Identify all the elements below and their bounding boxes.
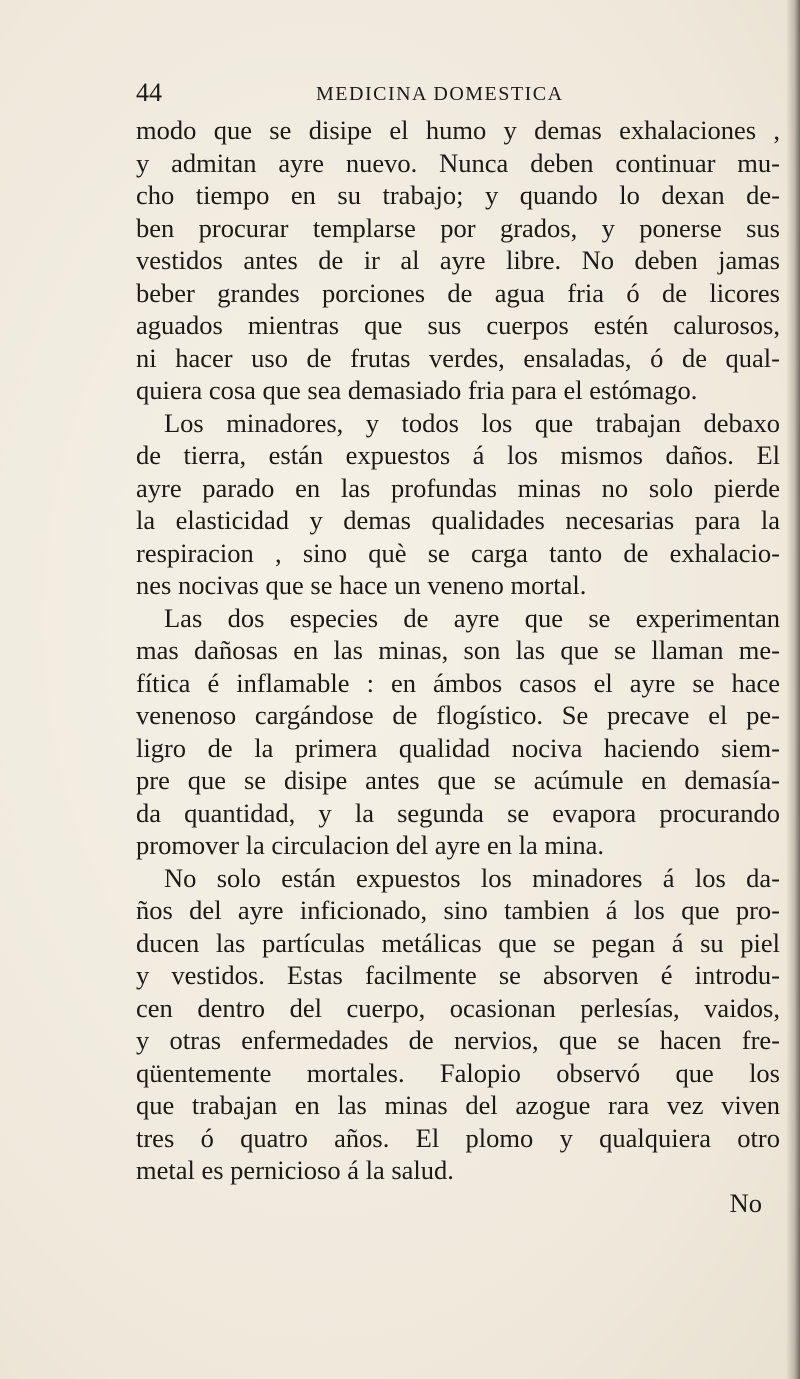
- text-line: beber grandes porciones de agua fria ó de licores: [136, 277, 780, 308]
- text-line: modo que se disipe el humo y demas exhalaciones ,: [136, 115, 780, 145]
- text-line: da quantidad, y la segunda se evapora procurando: [136, 797, 780, 828]
- text-line: y vestidos. Estas facilmente se absorven é introdu-: [136, 960, 780, 990]
- text-line: quiera cosa que sea demasiado fria para el estómago.: [136, 375, 698, 405]
- page-header: [136, 80, 641, 110]
- text-line: ligro de la primera qualidad nociva haciendo siem-: [136, 732, 780, 763]
- text-line: ducen las partículas metálicas que se pegan á su piel: [136, 927, 780, 958]
- text-line: tres ó quatro años. El plomo y qualquiera otro: [136, 1122, 780, 1153]
- body-text: [136, 114, 780, 1219]
- text-line: respiracion , sino què se carga tanto de exhalacio-: [136, 537, 780, 568]
- text-line: de tierra, están expuestos á los mismos daños. El: [136, 440, 780, 470]
- text-line: aguados mientras que sus cuerpos estén calurosos,: [136, 310, 780, 340]
- text-line: vestidos antes de ir al ayre libre. No deben jamas: [136, 245, 780, 275]
- text-line: la elasticidad y demas qualidades necesarias para la: [136, 505, 780, 535]
- text-line: nes nocivas que se hace un veneno mortal.: [136, 570, 587, 600]
- page-number: 44: [136, 78, 162, 107]
- text-line: fítica é inflamable : en ámbos casos el ayre se hace: [136, 667, 780, 698]
- page-edge-shadow: [786, 0, 800, 1379]
- text-line: que trabajan en las minas del azogue rara vez viven: [136, 1090, 780, 1120]
- catchword: No: [729, 1187, 762, 1218]
- text-line: cho tiempo en su trabajo; y quando lo dexan de-: [136, 180, 780, 210]
- text-line: mas dañosas en las minas, son las que se llaman me-: [136, 635, 780, 665]
- text-line: cen dentro del cuerpo, ocasionan perlesías, vaidos,: [136, 992, 780, 1023]
- text-line: ños del ayre inficionado, sino tambien á los que pro-: [136, 895, 780, 925]
- text-line: venenoso cargándose de flogístico. Se precave el pe-: [136, 700, 780, 730]
- text-line: pre que se disipe antes que se acúmule en demasía-: [136, 765, 780, 795]
- text-line: ben procurar templarse por grados, y ponerse sus: [136, 212, 780, 243]
- text-line: qüentemente mortales. Falopio observó que los: [136, 1057, 780, 1088]
- text-line: promover la circulacion del ayre en la mina.: [136, 830, 604, 860]
- text-line: y admitan ayre nuevo. Nunca deben continuar mu-: [136, 147, 780, 178]
- running-head: MEDICINA DOMESTICA: [316, 83, 564, 105]
- text-line: ayre parado en las profundas minas no solo pierde: [136, 472, 780, 503]
- paragraph-start-line: Las dos especies de ayre que se experimentan: [164, 602, 780, 633]
- paragraph-start-line: Los minadores, y todos los que trabajan debaxo: [164, 407, 780, 438]
- text-line: metal es pernicioso á la salud.: [136, 1155, 454, 1185]
- text-line: ni hacer uso de frutas verdes, ensaladas, ó de qual-: [136, 342, 780, 373]
- paragraph-start-line: No solo están expuestos los minadores á los da-: [164, 862, 780, 893]
- text-line: y otras enfermedades de nervios, que se hacen fre-: [136, 1025, 780, 1055]
